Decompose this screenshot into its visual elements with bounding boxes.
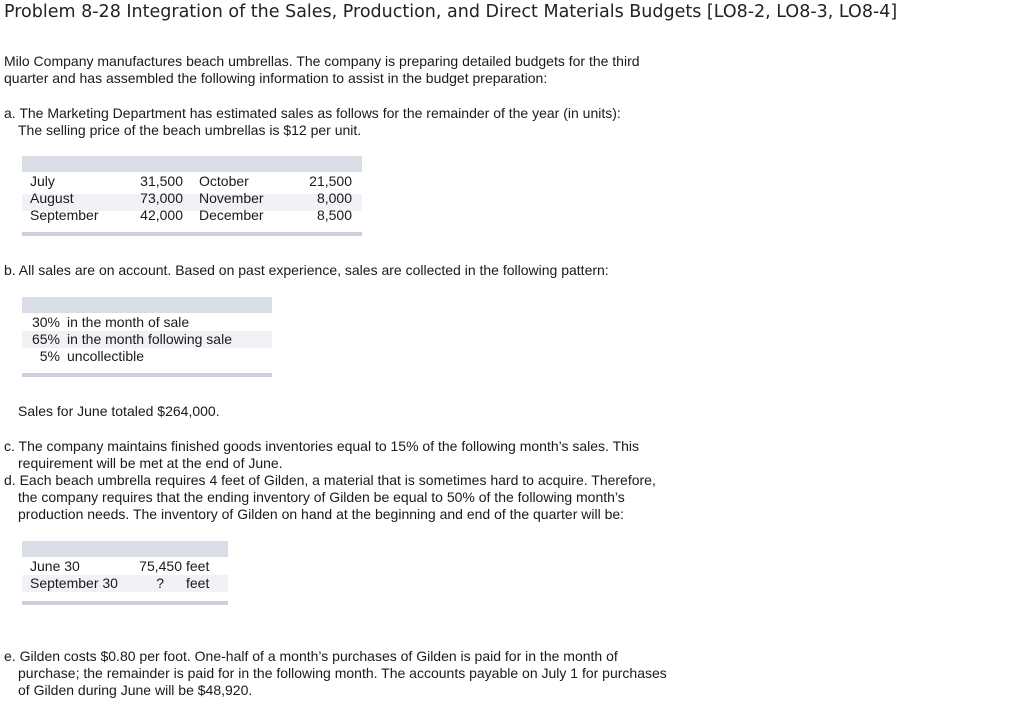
table-footer-bar: [22, 373, 272, 377]
sales-month: September: [30, 207, 99, 223]
item-b-line-1: b. All sales are on account. Based on past experience, sales are collected in the following pattern:: [4, 262, 609, 278]
sales-month: November: [199, 190, 264, 206]
collection-percent: 5%: [39, 348, 60, 364]
collection-description: in the month of sale: [67, 314, 190, 330]
sales-month: July: [30, 173, 55, 189]
table-footer-bar: [22, 601, 228, 605]
inventory-unit: feet: [186, 575, 210, 591]
intro-line-2: quarter and has assembled the following information to assist in the budget preparation:: [4, 70, 548, 86]
sales-units: 8,000: [316, 190, 352, 206]
item-e-line-2: purchase; the remainder is paid for in the following month. The accounts payable on July 1 for purchases: [18, 665, 667, 681]
item-e-line-3: of Gilden during June will be $48,920.: [18, 682, 253, 698]
collection-description: in the month following sale: [67, 331, 232, 347]
item-a-line-2: The selling price of the beach umbrellas is $12 per unit.: [18, 122, 362, 138]
item-e-line-1: e. Gilden costs $0.80 per foot. One-half of a month’s purchases of Gilden is paid for in the month of: [4, 648, 618, 664]
sales-units: 42,000: [140, 207, 183, 223]
sales-forecast-table: [22, 156, 362, 236]
table-header-bar: [22, 297, 272, 313]
item-d-line-3: production needs. The inventory of Gilden on hand at the beginning and end of the quarter will be:: [18, 506, 625, 522]
table-footer-bar: [22, 232, 362, 236]
june-sales-text: Sales for June totaled $264,000.: [18, 403, 220, 419]
item-d-line-2: the company requires that the ending inventory of Gilden be equal to 50% of the following month’s: [18, 489, 625, 505]
item-c-line-1: c. The company maintains finished goods inventories equal to 15% of the following month’s sales. This: [4, 438, 640, 454]
inventory-date: June 30: [30, 558, 80, 574]
item-a-line-1: a. The Marketing Department has estimated sales as follows for the remainder of the year (in units):: [4, 105, 621, 121]
sales-units: 21,500: [309, 173, 352, 189]
collection-percent: 65%: [31, 331, 60, 347]
sales-month: October: [199, 173, 249, 189]
collection-pattern-table: [22, 297, 272, 377]
problem-title: Problem 8-28 Integration of the Sales, Production, and Direct Materials Budgets [LO8-2, LO8-3, LO8-4]: [4, 2, 898, 22]
inventory-unit: feet: [186, 558, 210, 574]
sales-month: August: [30, 190, 74, 206]
intro-line-1: Milo Company manufactures beach umbrellas. The company is preparing detailed budgets for the third: [4, 53, 640, 69]
sales-units: 8,500: [316, 207, 352, 223]
inventory-amount: 75,450: [139, 558, 182, 574]
collection-percent: 30%: [31, 314, 60, 330]
table-header-bar: [22, 541, 228, 557]
inventory-amount: ?: [156, 575, 164, 591]
item-d-line-1: d. Each beach umbrella requires 4 feet of Gilden, a material that is sometimes hard to acquire. Therefore,: [4, 472, 656, 488]
collection-description: uncollectible: [67, 348, 145, 364]
table-header-bar: [22, 156, 362, 172]
gilden-inventory-table: [22, 541, 228, 605]
sales-month: December: [199, 207, 264, 223]
sales-units: 73,000: [140, 190, 183, 206]
item-c-line-2: requirement will be met at the end of June.: [18, 455, 283, 471]
sales-units: 31,500: [140, 173, 183, 189]
inventory-date: September 30: [30, 575, 118, 591]
